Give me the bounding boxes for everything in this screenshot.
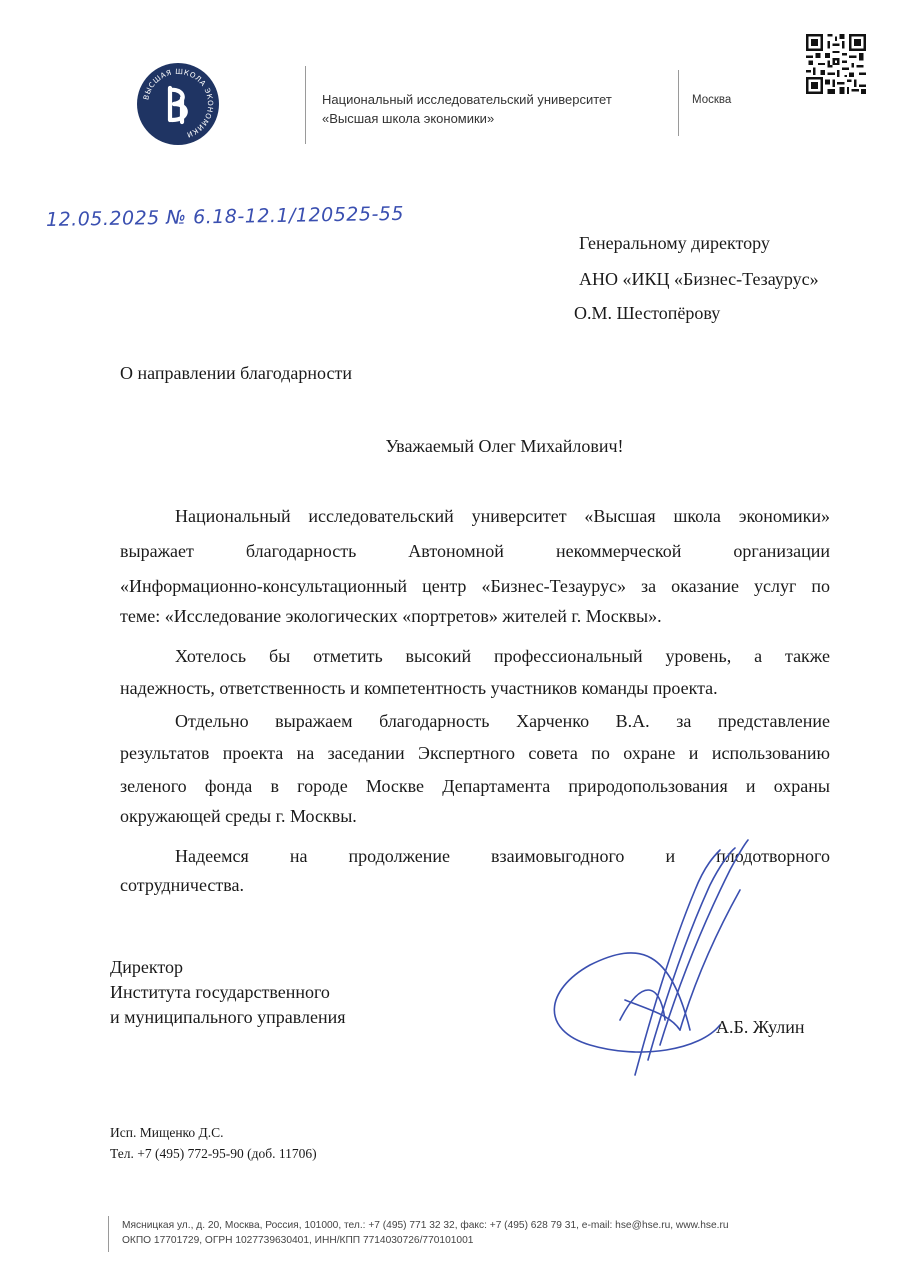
signer-title-line1: Директор [110,957,184,977]
p4-line1: Надеемся на продолжение взаимовыгодного и плодотворного [175,846,830,866]
qr-code-icon [806,34,866,94]
signer-title [110,955,346,1030]
addressee-line1: Генеральному директору [579,233,770,253]
addressee-line2: АНО «ИКЦ «Бизнес-Тезаурус» [579,269,819,289]
header-organization [322,90,612,128]
header-org-line1: Национальный исследовательский университет [322,92,612,107]
signer-title-line2: Института государственного [110,982,330,1002]
registration-number: 12.05.2025 № 6.18-12.1/120525-55 [45,202,405,231]
footer [122,1218,729,1248]
p2-line1: Хотелось бы отметить высокий профессиональный уровень, а также [175,646,830,666]
handwritten-signature-icon [530,830,790,1080]
p1-line1: Национальный исследовательский университет «Высшая школа экономики» [175,506,830,526]
p2-line2: надежность, ответственность и компетентность участников команды проекта. [120,678,718,698]
addressee-line3: О.М. Шестопёрову [574,303,721,323]
signer-name: А.Б. Жулин [716,1017,805,1037]
p3-line1: Отдельно выражаем благодарность Харченко В.А. за представление [175,711,830,731]
executor-info [110,1122,317,1164]
executor-name: Исп. Мищенко Д.С. [110,1125,224,1140]
header-divider-left [305,66,306,144]
p4-line2: сотрудничества. [120,875,244,895]
footer-divider [108,1216,109,1252]
executor-phone: Тел. +7 (495) 772-95-90 (доб. 11706) [110,1146,317,1161]
greeting [0,436,905,457]
p3-line2: результатов проекта на заседании Экспертного совета по охране и использованию [120,743,830,763]
p1-line4: теме: «Исследование экологических «портретов» жителей г. Москвы». [120,606,662,626]
footer-registry: ОКПО 17701729, ОГРН 1027739630401, ИНН/КПП 7714030726/770101001 [122,1235,474,1246]
header-org-line2: «Высшая школа экономики» [322,111,495,126]
p1-line3: «Информационно-консультационный центр «Бизнес-Тезаурус» за оказание услуг по [120,576,830,596]
signer-title-line3: и муниципального управления [110,1007,346,1027]
p3-line3: зеленого фонда в городе Москве Департамента природопользования и охраны [120,776,830,796]
svg-text:ВЫСШАЯ ШКОЛА ЭКОНОМИКИ: ВЫСШАЯ ШКОЛА ЭКОНОМИКИ [141,66,216,140]
header-city: Москва [692,94,732,106]
footer-address: Мясницкая ул., д. 20, Москва, Россия, 101000, тел.: +7 (495) 771 32 32, факс: +7 (495) 628 79 31, e-mail: hse@hse.ru, www.hse.ru [122,1220,729,1231]
p1-line2: выражает благодарность Автономной некоммерческой организации [120,541,830,561]
header-divider-right [678,70,679,136]
p3-line4: окружающей среды г. Москвы. [120,806,357,826]
letter-subject: О направлении благодарности [120,363,352,383]
hse-logo-icon [136,62,220,146]
greeting-text: Уважаемый Олег Михайлович! [385,436,624,456]
